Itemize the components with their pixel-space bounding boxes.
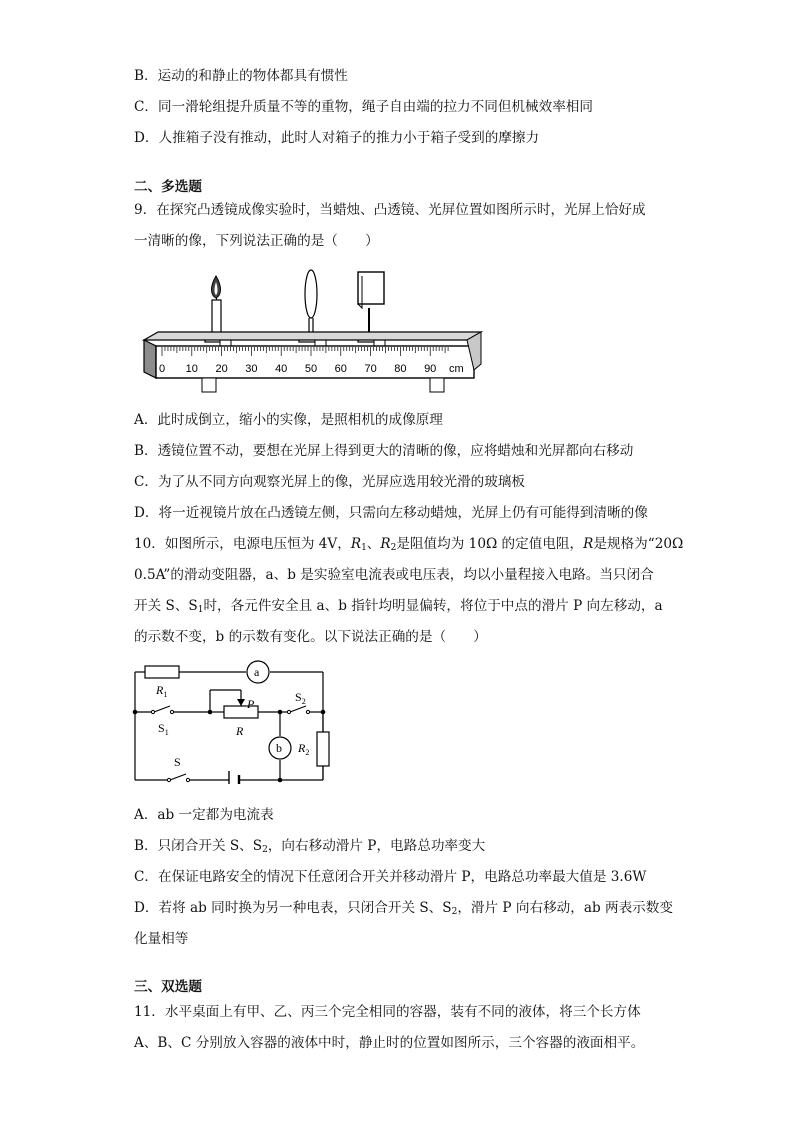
q10-stem-line4: 的示数不变，b 的示数有变化。以下说法正确的是（ ） (134, 629, 487, 645)
section-heading-multiple-choice: 二、多选题 (134, 179, 202, 195)
r-label: R (236, 724, 244, 738)
optical-bench-figure (136, 262, 486, 398)
q10-option-a: A．ab 一定都为电流表 (134, 807, 274, 823)
r-symbol: R (583, 536, 594, 552)
ruler-tick-label: 40 (275, 363, 288, 375)
r2-label: $R_2$ (298, 741, 310, 757)
q10-stem-line2: 0.5A”的滑动变阻器，a、b 是实验室电流表或电压表，均以小量程接入电路。当只闭合 (134, 567, 654, 583)
ruler-tick-label: 50 (304, 363, 318, 375)
resistor-r1 (145, 666, 179, 678)
q9-option-a: A．此时成倒立，缩小的实像，是照相机的成像原理 (134, 412, 443, 428)
ruler-tick-label: 90 (424, 363, 437, 375)
q10-option-d: D．若将 ab 同时换为另一种电表，只闭合开关 S、$S_2$，滑片 P 向右移动，ab 两表示数变 (134, 900, 673, 917)
q10-option-b: B．只闭合开关 S、$S_2$，向右移动滑片 P，电路总功率变大 (134, 838, 486, 855)
q9-stem-line1: 9．在探究凸透镜成像实验时，当蜡烛、凸透镜、光屏位置如图所示时，光屏上恰好成 (134, 202, 646, 218)
circuit-diagram (130, 660, 334, 784)
slider-arrow (237, 699, 245, 706)
ruler-tick-label: 20 (215, 363, 228, 375)
q8-option-c: C．同一滑轮组提升质量不等的重物，绳子自由端的拉力不同但机械效率相同 (134, 99, 593, 115)
q10-option-c: C．在保证电路安全的情况下任意闭合开关并移动滑片 P，电路总功率最大值是 3.6W (134, 869, 647, 885)
r1-label: $R_1$ (156, 683, 168, 699)
ruler-tick-label: 10 (185, 363, 198, 375)
s1-label: $S_1$ (158, 721, 169, 737)
q11-stem-line1: 11．水平桌面上有甲、乙、丙三个完全相同的容器，装有不同的液体，将三个长方体 (134, 1004, 641, 1020)
ruler-unit: cm (449, 363, 464, 375)
ruler-tick-label: 80 (394, 363, 407, 375)
q9-stem-line2: 一清晰的像，下列说法正确的是（ ） (134, 233, 379, 249)
ruler-tick-label: 70 (364, 363, 377, 375)
q10-stem-line3: 开关 S、$S_1$时，各元件安全且 a、b 指针均明显偏转，将位于中点的滑片 P 向左移动，a (134, 598, 663, 615)
meter-b-label: b (276, 741, 282, 755)
q9-option-c: C．为了从不同方向观察光屏上的像，光屏应选用较光滑的玻璃板 (134, 474, 526, 490)
q10-stem-line1: 10．如图所示，电源电压恒为 4V，$R_1$、$R_2$是阻值均为 10Ω 的定值电阻，R是规格为“20Ω (134, 536, 684, 553)
meter-a-label: a (254, 665, 260, 679)
resistor-r2 (317, 732, 329, 766)
q9-option-d: D．将一近视镜片放在凸透镜左侧，只需向左移动蜡烛，光屏上仍有可能得到清晰的像 (134, 505, 648, 521)
section-heading-double-choice: 三、双选题 (134, 979, 202, 995)
ruler-tick-label: 0 (158, 363, 166, 375)
ruler-tick-label: 30 (245, 363, 258, 375)
p-label: P (247, 697, 255, 711)
q8-option-d: D．人推箱子没有推动，此时人对箱子的推力小于箱子受到的摩擦力 (134, 130, 540, 146)
s2-label: $S_2$ (295, 690, 306, 706)
q10-option-d-cont: 化量相等 (134, 931, 189, 947)
s-label: S (174, 755, 181, 769)
r2-symbol: R (380, 536, 391, 552)
q8-option-b: B．运动的和静止的物体都具有惯性 (134, 68, 348, 84)
q9-option-b: B．透镜位置不动，要想在光屏上得到更大的清晰的像，应将蜡烛和光屏都向右移动 (134, 443, 634, 459)
ruler-tick-label: 60 (334, 363, 347, 375)
r1-symbol: R (350, 536, 362, 552)
q11-stem-line2: A、B、C 分别放入容器的液体中时，静止时的位置如图所示，三个容器的液面相平。 (134, 1035, 645, 1051)
